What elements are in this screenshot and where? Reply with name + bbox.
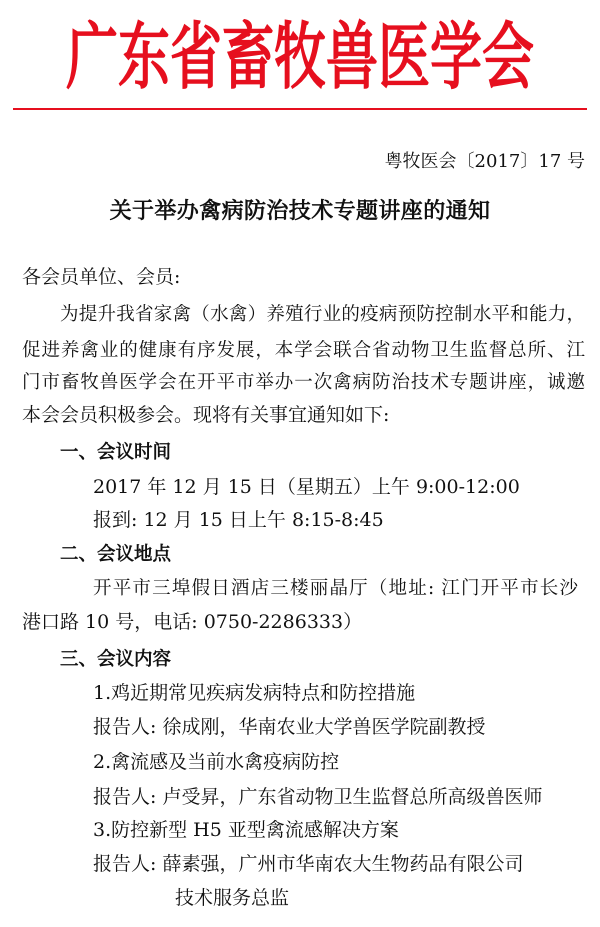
venue-address-line: 港口路 10 号，电话: 0750-2286333） [22, 611, 363, 633]
lecture-speaker-title: 技术服务总监 [175, 887, 290, 909]
lecture-topic: 2.禽流感及当前水禽疫病防控 [93, 751, 340, 773]
document-title: 关于举办禽病防治技术专题讲座的通知 [109, 199, 491, 224]
document-number: 粤牧医会〔2017〕17 号 [384, 151, 585, 172]
organization-letterhead: 广东省畜牧兽医学会 [65, 14, 534, 100]
lecture-speaker: 报告人: 徐成刚，华南农业大学兽医学院副教授 [93, 716, 486, 738]
lecture-speaker: 报告人: 薛素强，广州市华南农大生物药品有限公司 [93, 853, 524, 875]
intro-paragraph-line: 本会会员积极参会。现将有关事宜通知如下: [22, 404, 390, 426]
lecture-topic: 1.鸡近期常见疾病发病特点和防控措施 [93, 682, 416, 704]
section-heading-meeting-content: 三、会议内容 [60, 649, 172, 670]
venue-address-line: 开平市三埠假日酒店三楼丽晶厅（地址: 江门开平市长沙 [93, 578, 578, 599]
intro-paragraph-line: 促进养禽业的健康有序发展，本学会联合省动物卫生监督总所、江 [22, 340, 585, 361]
meeting-date-time: 2017 年 12 月 15 日（星期五）上午 9:00-12:00 [93, 476, 520, 498]
lecture-topic: 3.防控新型 H5 亚型禽流感解决方案 [93, 819, 399, 841]
section-heading-meeting-venue: 二、会议地点 [60, 544, 172, 565]
lecture-speaker: 报告人: 卢受昇，广东省动物卫生监督总所高级兽医师 [93, 786, 543, 808]
intro-paragraph-line: 为提升我省家禽（水禽）养殖行业的疫病预防控制水平和能力， [60, 304, 585, 325]
section-heading-meeting-time: 一、会议时间 [60, 442, 172, 463]
intro-paragraph-line: 门市畜牧兽医学会在开平市举办一次禽病防治技术专题讲座，诚邀 [22, 372, 585, 393]
salutation: 各会员单位、会员: [22, 266, 181, 288]
letterhead-red-rule [13, 108, 587, 110]
check-in-time: 报到: 12 月 15 日上午 8:15-8:45 [93, 509, 384, 531]
